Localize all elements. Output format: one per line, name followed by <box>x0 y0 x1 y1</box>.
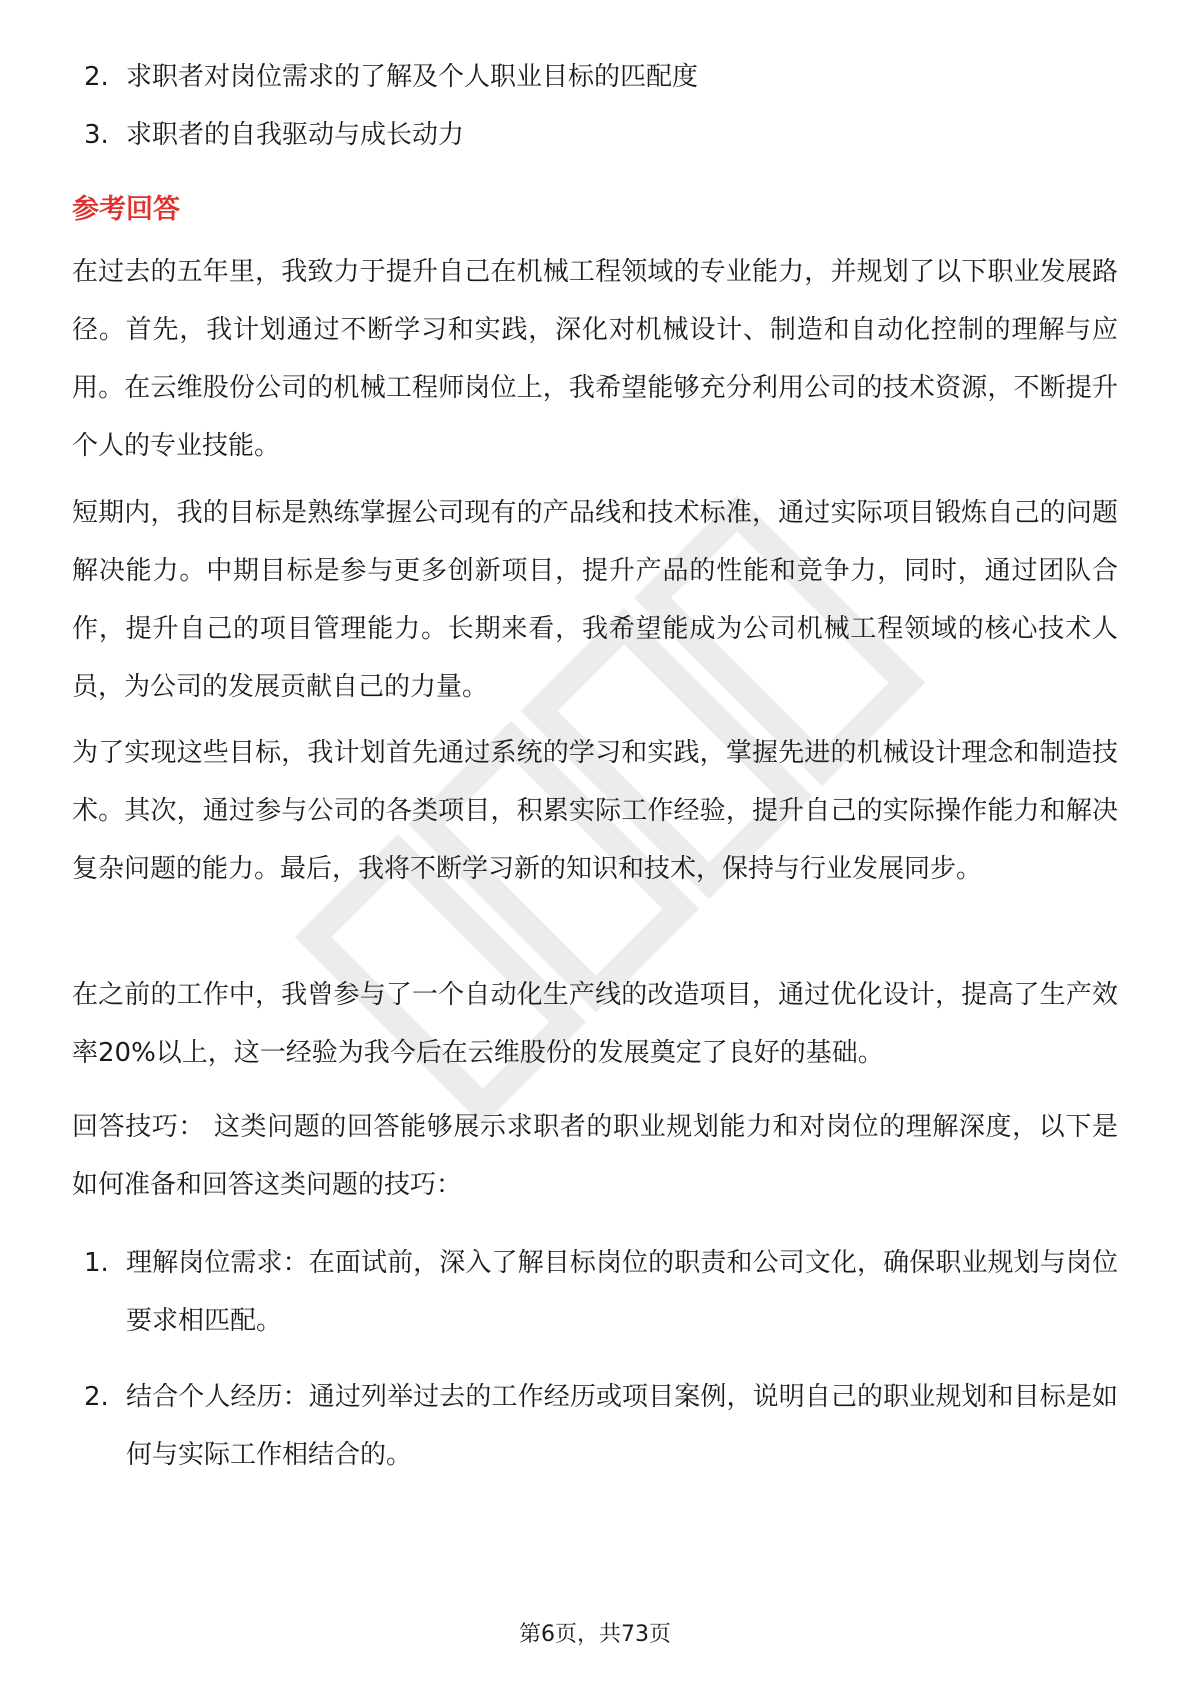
list-text: 求职者对岗位需求的了解及个人职业目标的匹配度 <box>126 62 699 92</box>
paragraph-2: 短期内，我的目标是熟练掌握公司现有的产品线和技术标准，通过实际项目锻炼自己的问题解决能力。中期目标是参与更多创新项目，提升产品的性能和竞争力，同时，通过团队合作，提升自己的项目管理能力。长期来看，我希望能成为公司机械工程领域的核心技术人员，为公司的发展贡献自己的力量。 <box>72 498 1118 702</box>
list-item <box>84 1368 1118 1484</box>
list-number: 1. <box>84 1248 109 1278</box>
top-numbered-list <box>84 48 1114 164</box>
paragraph-4: 在之前的工作中，我曾参与了一个自动化生产线的改造项目，通过优化设计，提高了生产效率20%以上，这一经验为我今后在云维股份的发展奠定了良好的基础。 <box>72 980 1118 1068</box>
paragraph-3: 为了实现这些目标，我计划首先通过系统的学习和实践，掌握先进的机械设计理念和制造技术。其次，通过参与公司的各类项目，积累实际工作经验，提升自己的实际操作能力和解决复杂问题的能力。最后，我将不断学习新的知识和技术，保持与行业发展同步。 <box>72 738 1118 884</box>
list-text: 结合个人经历：通过列举过去的工作经历或项目案例，说明自己的职业规划和目标是如何与实际工作相结合的。 <box>126 1382 1118 1470</box>
list-item <box>84 106 1114 164</box>
list-number: 2. <box>84 1382 109 1412</box>
list-text: 理解岗位需求：在面试前，深入了解目标岗位的职责和公司文化，确保职业规划与岗位要求相匹配。 <box>126 1248 1118 1336</box>
list-item <box>84 1234 1118 1350</box>
section-heading: 参考回答 <box>72 194 180 225</box>
list-item <box>84 48 1114 106</box>
paragraph-1: 在过去的五年里，我致力于提升自己在机械工程领域的专业能力，并规划了以下职业发展路径。首先，我计划通过不断学习和实践，深化对机械设计、制造和自动化控制的理解与应用。在云维股份公司的机械工程师岗位上，我希望能够充分利用公司的技术资源，不断提升个人的专业技能。 <box>72 257 1118 461</box>
tips-list <box>84 1234 1118 1350</box>
list-number: 3. <box>84 120 109 150</box>
list-number: 2. <box>84 62 109 92</box>
tips-list-continued <box>84 1368 1118 1484</box>
page-footer: 第6页，共73页 <box>519 1622 671 1647</box>
answer-tips-intro: 回答技巧： 这类问题的回答能够展示求职者的职业规划能力和对岗位的理解深度，以下是如何准备和回答这类问题的技巧： <box>72 1112 1118 1200</box>
list-text: 求职者的自我驱动与成长动力 <box>126 120 465 150</box>
